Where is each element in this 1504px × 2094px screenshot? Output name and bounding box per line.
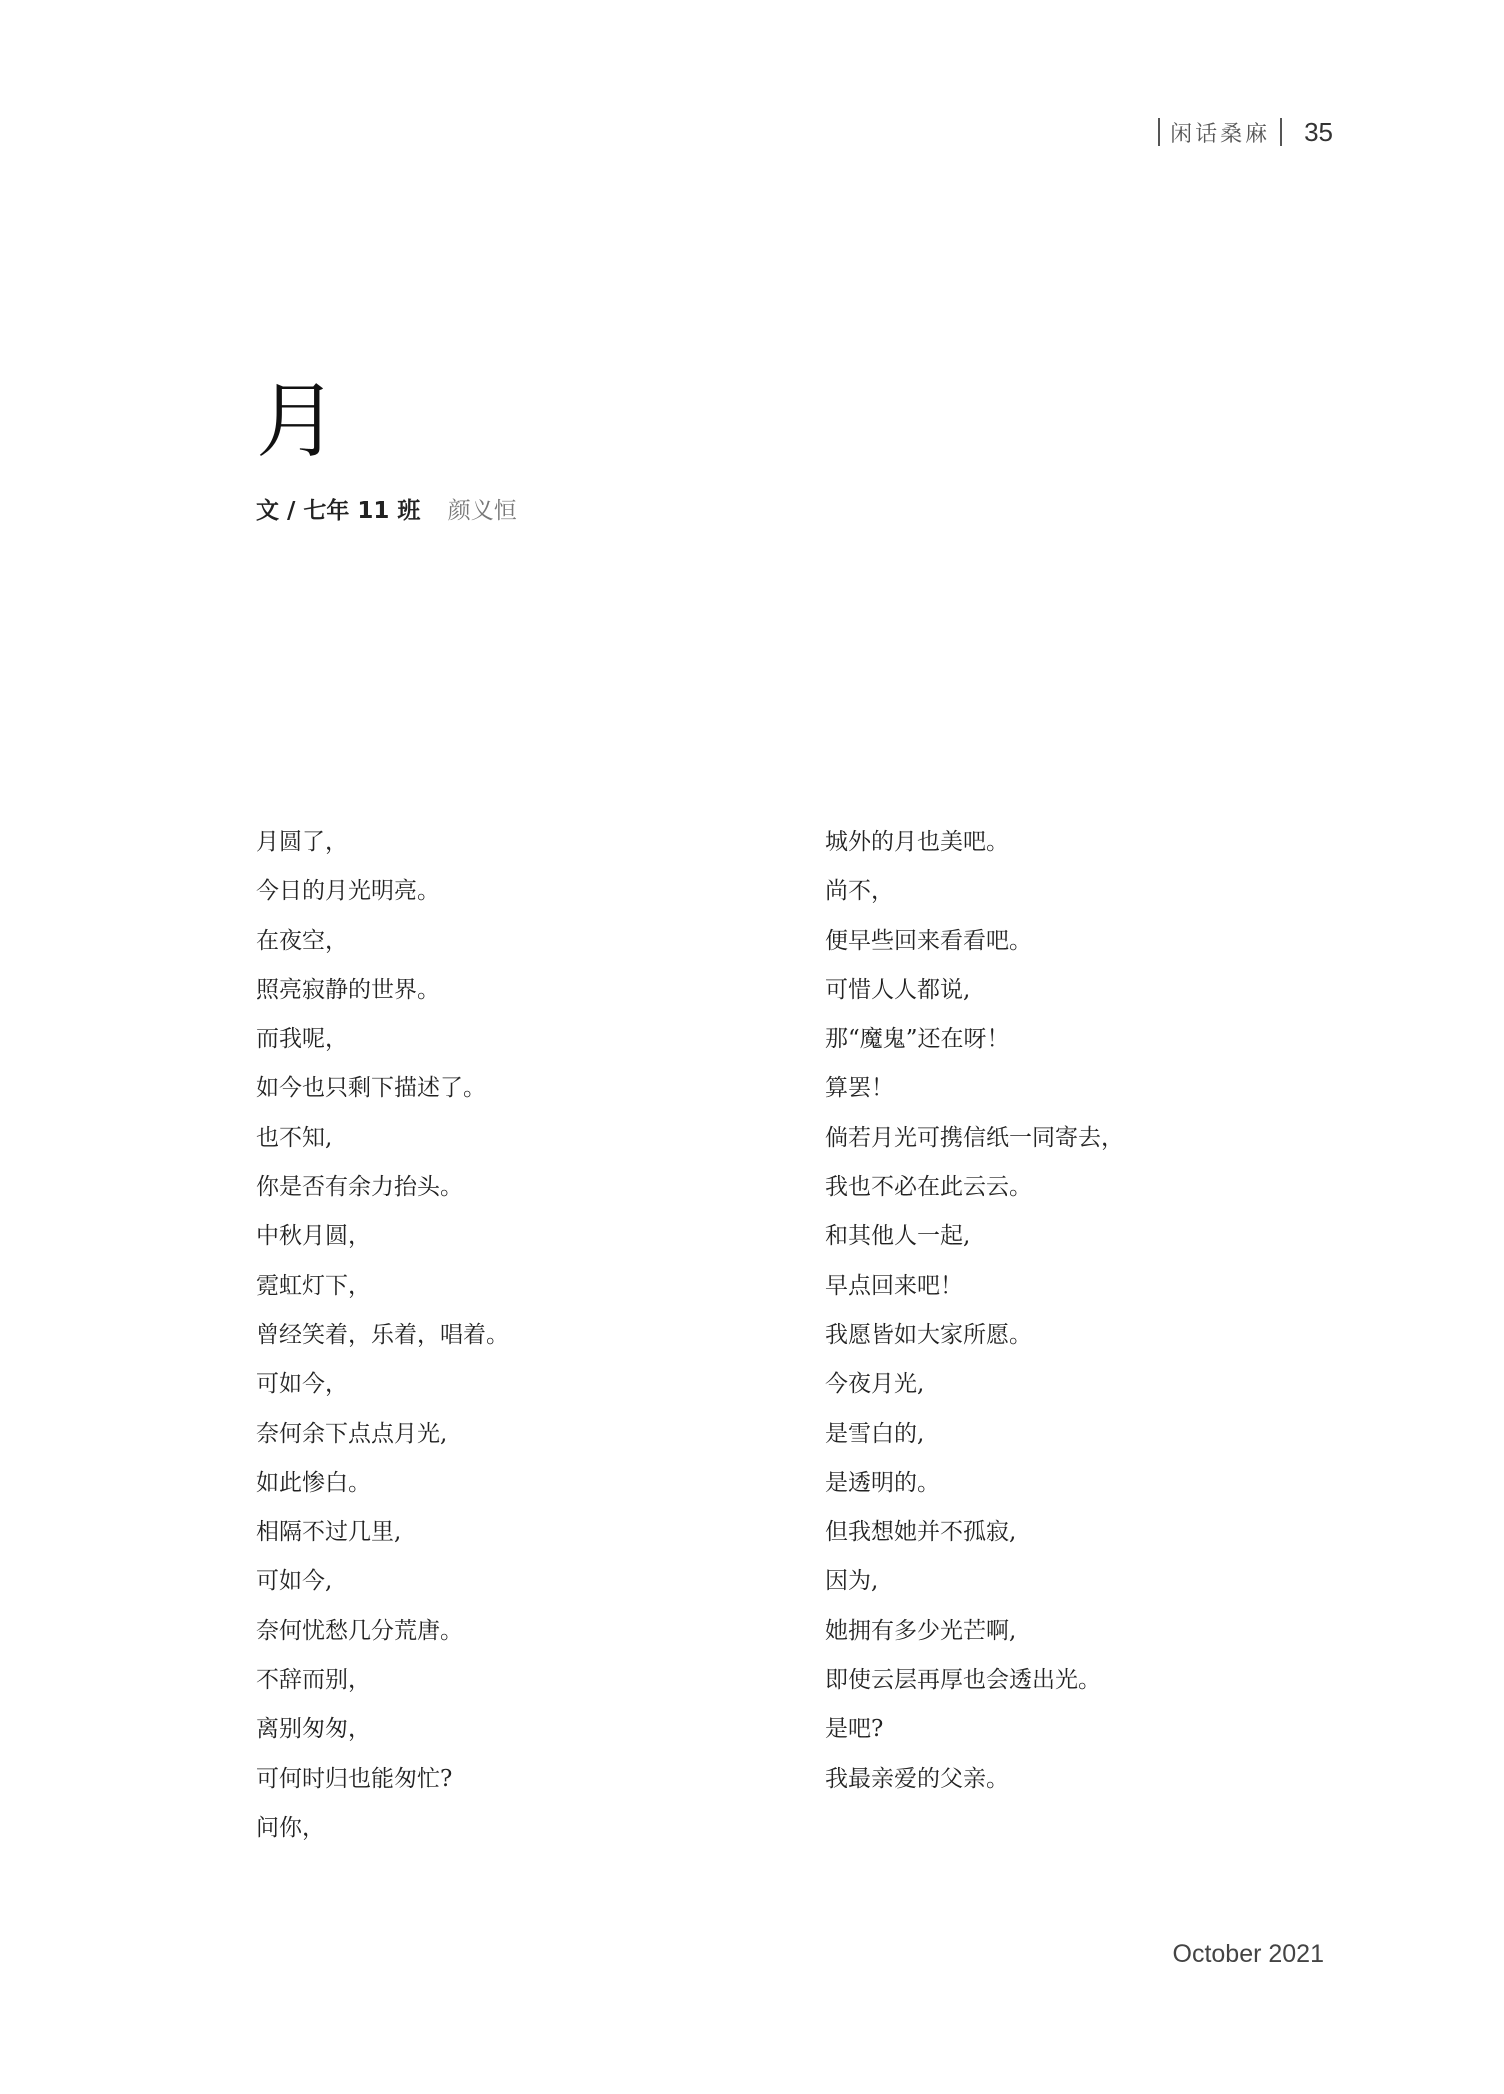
poem-line: 不辞而别， xyxy=(256,1667,371,1694)
poem-line: 尚不， xyxy=(825,878,894,905)
poem-line: 可何时归也能匆忙? xyxy=(256,1765,453,1792)
poem-line: 离别匆匆， xyxy=(256,1716,371,1743)
poem-line: 便早些回来看看吧。 xyxy=(825,927,1032,954)
poem-column-right xyxy=(825,818,1124,1804)
section-name: 闲话桑麻 xyxy=(1170,121,1271,147)
header-divider xyxy=(1158,118,1160,146)
byline-author: 颜义恒 xyxy=(447,498,517,524)
poem-line: 你是否有余力抬头。 xyxy=(256,1174,463,1201)
poem-line: 早点回来吧！ xyxy=(825,1272,963,1299)
poem-line: 中秋月圆， xyxy=(256,1223,371,1250)
poem-line: 今日的月光明亮。 xyxy=(256,878,440,905)
poem-line: 月圆了， xyxy=(256,829,348,855)
poem-line: 我也不必在此云云。 xyxy=(825,1174,1032,1201)
poem-line: 霓虹灯下， xyxy=(256,1272,371,1299)
poem-line: 如今也只剩下描述了。 xyxy=(256,1075,486,1102)
poem-line: 是吧? xyxy=(825,1716,884,1743)
poem-line: 也不知, xyxy=(256,1124,333,1151)
poem-line: 奈何余下点点月光, xyxy=(256,1420,448,1447)
running-header xyxy=(1158,112,1333,152)
poem-line: 我最亲爱的父亲。 xyxy=(825,1765,1009,1792)
poem-line: 是雪白的, xyxy=(825,1420,925,1447)
poem-line: 是透明的。 xyxy=(825,1469,940,1496)
poem-title: 月 xyxy=(256,373,339,469)
poem-line: 和其他人一起, xyxy=(825,1223,971,1250)
poem-line: 倘若月光可携信纸一同寄去， xyxy=(825,1124,1124,1151)
poem-line: 我愿皆如大家所愿。 xyxy=(825,1321,1032,1348)
poem-line: 可如今, xyxy=(256,1568,333,1595)
poem-line: 但我想她并不孤寂, xyxy=(825,1519,1017,1546)
poem-line: 而我呢， xyxy=(256,1026,348,1053)
poem-line: 曾经笑着，乐着，唱着。 xyxy=(256,1321,509,1348)
poem-column-left xyxy=(256,818,509,1853)
poem-line: 可如今， xyxy=(256,1371,348,1398)
poem-line: 问你， xyxy=(256,1814,325,1841)
poem-line: 在夜空， xyxy=(256,927,348,954)
byline-class: 文 / 七年 11 班 xyxy=(256,498,421,524)
header-divider xyxy=(1280,118,1282,146)
poem-line: 她拥有多少光芒啊, xyxy=(825,1617,1017,1644)
poem-line: 如此惨白。 xyxy=(256,1469,371,1496)
poem-line: 照亮寂静的世界。 xyxy=(256,976,440,1003)
poem-line: 即使云层再厚也会透出光。 xyxy=(825,1667,1101,1694)
issue-date: October 2021 xyxy=(1172,1940,1324,1968)
byline xyxy=(256,494,517,528)
poem-line: 城外的月也美吧。 xyxy=(825,829,1009,855)
poem-line: 算罢！ xyxy=(825,1075,894,1102)
poem-line: 可惜人人都说, xyxy=(825,976,971,1003)
poem-line: 因为, xyxy=(825,1568,879,1595)
poem-line: 今夜月光, xyxy=(825,1371,925,1398)
poem-line: 那“魔鬼”还在呀！ xyxy=(825,1026,1010,1053)
page-number: 35 xyxy=(1304,116,1333,147)
poem-line: 相隔不过几里, xyxy=(256,1519,402,1546)
poem-line: 奈何忧愁几分荒唐。 xyxy=(256,1617,463,1644)
